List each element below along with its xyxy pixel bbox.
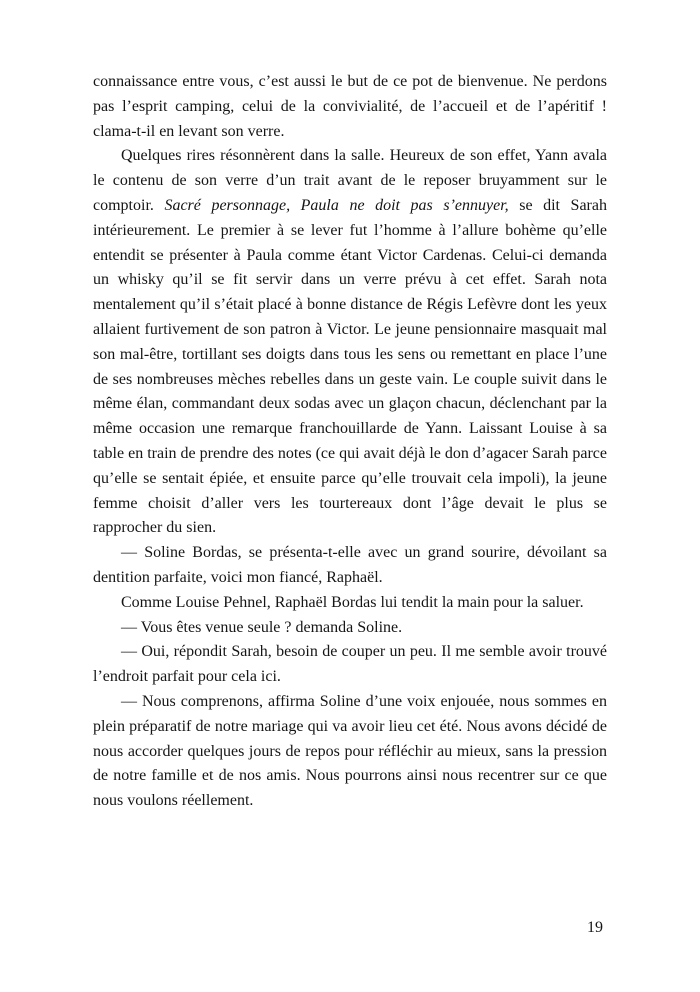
paragraph-text: Comme Louise Pehnel, Raphaël Bordas lui tendit la main pour la saluer. — [121, 593, 584, 611]
paragraph — [93, 70, 607, 144]
paragraph-text-italic: Sacré personnage, Paula ne doit pas s’ennuyer, — [164, 196, 509, 214]
paragraph-dialogue — [93, 541, 607, 591]
paragraph-text: se dit Sarah intérieurement. Le premier à se lever fut l’homme à l’allure bohème qu’elle entendit se présenter à Paula comme étant Victor Cardenas. Celui-ci demanda un whisky qu’il se fit servir dans un verre prévu à cet effet. Sarah nota mentalement qu’il s’était placé à bonne distance de Régis Lefèvre dont les yeux allaient furtivement de son patron à Victor. Le jeune pensionnaire masquait mal son mal-être, tortillant ses doigts dans tous les sens ou remettant en place l’une de ses nombreuses mèches rebelles dans un geste vain. Le couple suivit dans le même élan, commandant deux sodas avec un glaçon chacun, déclenchant par la même occasion une remarque franchouillarde de Yann. Laissant Louise à sa table en train de prendre des notes (ce qui avait déjà le don d’agacer Sarah parce qu’elle se sentait épiée, et ensuite parce qu’elle trouvait cela impoli), la jeune femme choisit d’aller vers les tourtereaux dont l’âge devait le plus se rapprocher du sien. — [93, 196, 607, 537]
paragraph-dialogue — [93, 616, 607, 641]
paragraph — [93, 144, 607, 541]
paragraph-text: — Soline Bordas, se présenta-t-elle avec un grand sourire, dévoilant sa dentition parfaite, voici mon fiancé, Raphaël. — [93, 544, 607, 586]
paragraph-text: connaissance entre vous, c’est aussi le but de ce pot de bienvenue. Ne perdons pas l’esprit camping, celui de la convivialité, de l’accueil et de l’apéritif ! clama-t-il en levant son verre. — [93, 73, 607, 140]
paragraph-text: — Nous comprenons, affirma Soline d’une voix enjouée, nous sommes en plein préparatif de notre mariage qui va avoir lieu cet été. Nous avons décidé de nous accorder quelques jours de repos pour réfléchir au mieux, sans la pression de notre famille et de nos amis. Nous pourrons ainsi nous recentrer sur ce que nous voulons réellement. — [93, 692, 607, 810]
page-number: 19 — [587, 919, 603, 936]
paragraph-dialogue — [93, 640, 607, 690]
paragraph-dialogue — [93, 690, 607, 814]
page-text-block — [93, 70, 607, 814]
paragraph — [93, 591, 607, 616]
paragraph-text: — Vous êtes venue seule ? demanda Soline. — [121, 618, 403, 636]
paragraph-text: Quelques rires résonnèrent dans la salle. Heureux de son effet, Yann avala le contenu de son verre d’un trait avant de le reposer bruyamment sur le comptoir. — [93, 147, 607, 214]
paragraph-text: — Oui, répondit Sarah, besoin de couper un peu. Il me semble avoir trouvé l’endroit parfait pour cela ici. — [93, 643, 607, 686]
